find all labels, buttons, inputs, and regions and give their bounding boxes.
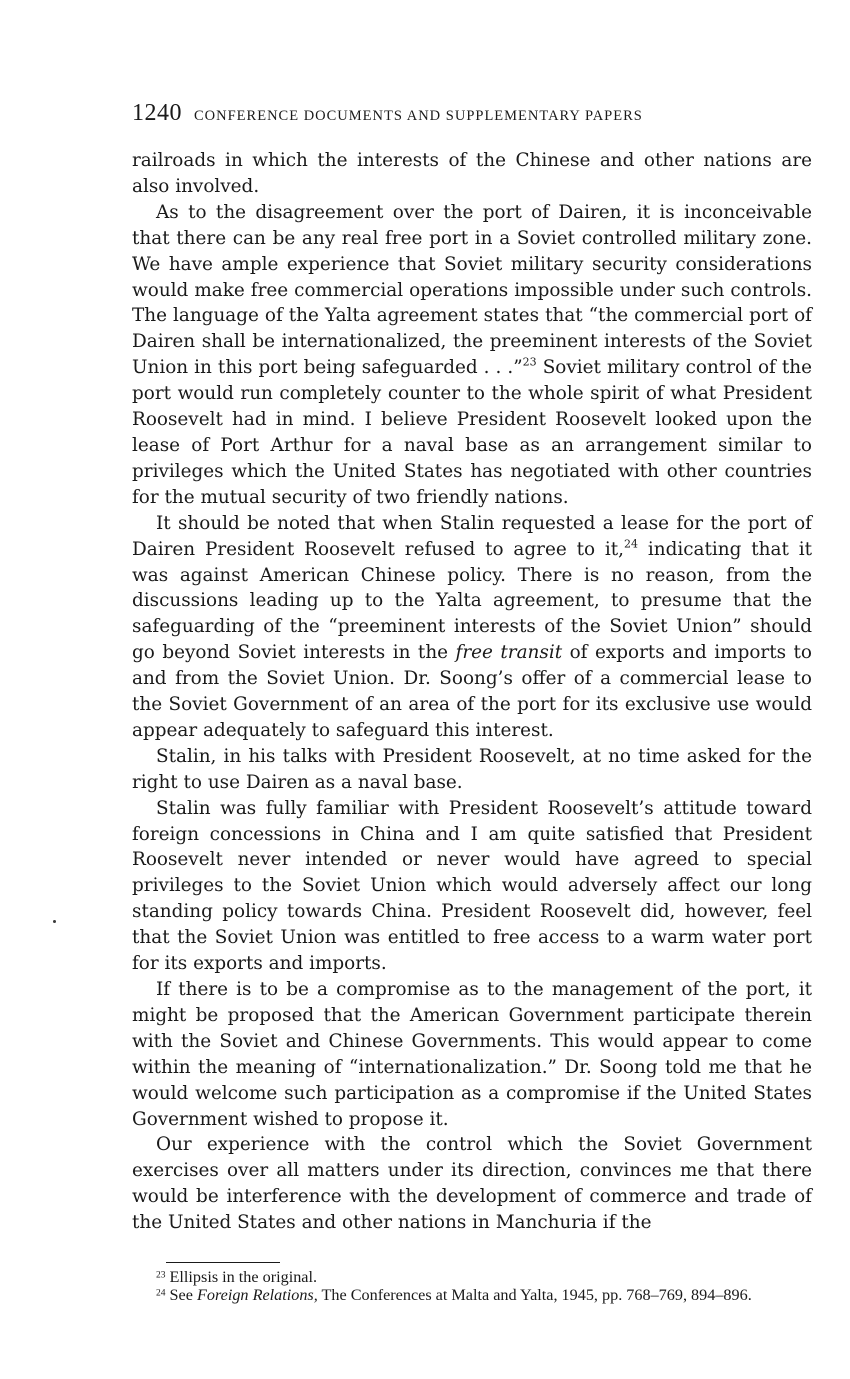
- footnote-ref-23[interactable]: 23: [522, 355, 537, 369]
- paragraph-compromise: If there is to be a compromise as to the management of the port, it might be proposed that the American Government participate therein with the Soviet and Chinese Governments. This would appear to come within the meaning of “internationalization.” Dr. Soong told me that he would welcome such participation as a compromise if the United States Government wished to propose it.: [132, 979, 812, 1130]
- paragraph-foreign-concessions: Stalin was fully familiar with President Roosevelt’s attitude toward foreign concessions in China and I am quite satisfied that President Roosevelt never intended or never would have agreed to special privileges to the Soviet Union which would adversely affect our long standing policy towards China. President Roosevelt did, however, feel that the Soviet Union was entitled to free access to a warm water port for its exports and imports.: [132, 797, 812, 975]
- document-page: [132, 100, 812, 1236]
- scan-speck: [53, 920, 56, 923]
- footnote-mark-23: 23: [156, 1270, 166, 1281]
- running-head-title: CONFERENCE DOCUMENTS AND SUPPLEMENTARY PAPERS: [194, 108, 643, 124]
- paragraph-text: indicating that it was against American Chinese policy. There is no reason, from the discussions leading up to the Yalta agreement, to presume that the safeguarding of the “preeminent interests of the Soviet Union” should go beyond Soviet interests in the: [132, 538, 812, 664]
- footnote-text: See: [165, 1286, 197, 1305]
- footnote-italic-title: Foreign Relations,: [196, 1286, 318, 1305]
- footnote-divider: [166, 1262, 280, 1263]
- paragraph-soviet-control: Our experience with the control which the Soviet Government exercises over all matters under its direction, convinces me that there would be interference with the development of commerce and trade of the United States and other nations in Manchuria if the: [132, 1134, 812, 1234]
- footnote-23: [132, 1268, 812, 1286]
- italic-phrase: free transit: [455, 642, 563, 664]
- footnote-mark-24: 24: [156, 1288, 166, 1299]
- paragraph-naval-base: Stalin, in his talks with President Roosevelt, at no time asked for the right to use Dairen as a naval base.: [132, 745, 812, 793]
- paragraph-text: Soviet military control of the port would run completely counter to the whole spirit of what President Roosevelt had in mind. I believe President Roosevelt looked upon the lease of Port Arthur for a naval base as an arrangement similar to privileges which the United States has negotiated with other countries for the mutual security of two friendly nations.: [132, 357, 812, 508]
- page-number: 1240: [132, 100, 182, 126]
- paragraph-text: As to the disagreement over the port of Dairen, it is inconceivable that there can be any real free port in a Soviet controlled military zone. We have ample experience that Soviet military security considerations would make free commercial operations impossible under such controls. The language of the Yalta agreement states that “the commercial port of Dairen shall be internationalized, the preeminent interests of the Soviet Union in this port being safeguarded . . .”: [132, 201, 812, 379]
- paragraph-continued: railroads in which the interests of the Chinese and other nations are also involved.: [132, 150, 812, 197]
- footnote-24: [132, 1286, 812, 1304]
- footnotes: [132, 1268, 812, 1305]
- footnote-text: The Conferences at Malta and Yalta, 1945, pp. 768–769, 894–896.: [317, 1286, 752, 1305]
- footnote-ref-24[interactable]: 24: [624, 536, 639, 550]
- running-head: [132, 100, 812, 134]
- body-text: [132, 148, 812, 1236]
- paragraph-text: It should be noted that when Stalin requested a lease for the port of Dairen President Roosevelt refused to agree to it,: [132, 512, 812, 560]
- paragraph-text: of exports and imports to and from the Soviet Union. Dr. Soong’s offer of a commercial lease to the Soviet Government of an area of the port for its exclusive use would appear adequately to safeguard this interest.: [132, 642, 813, 741]
- paragraph-lease-request: [132, 511, 812, 744]
- footnote-text: Ellipsis in the original.: [165, 1268, 318, 1286]
- paragraph-dairen-disagreement: [132, 200, 812, 511]
